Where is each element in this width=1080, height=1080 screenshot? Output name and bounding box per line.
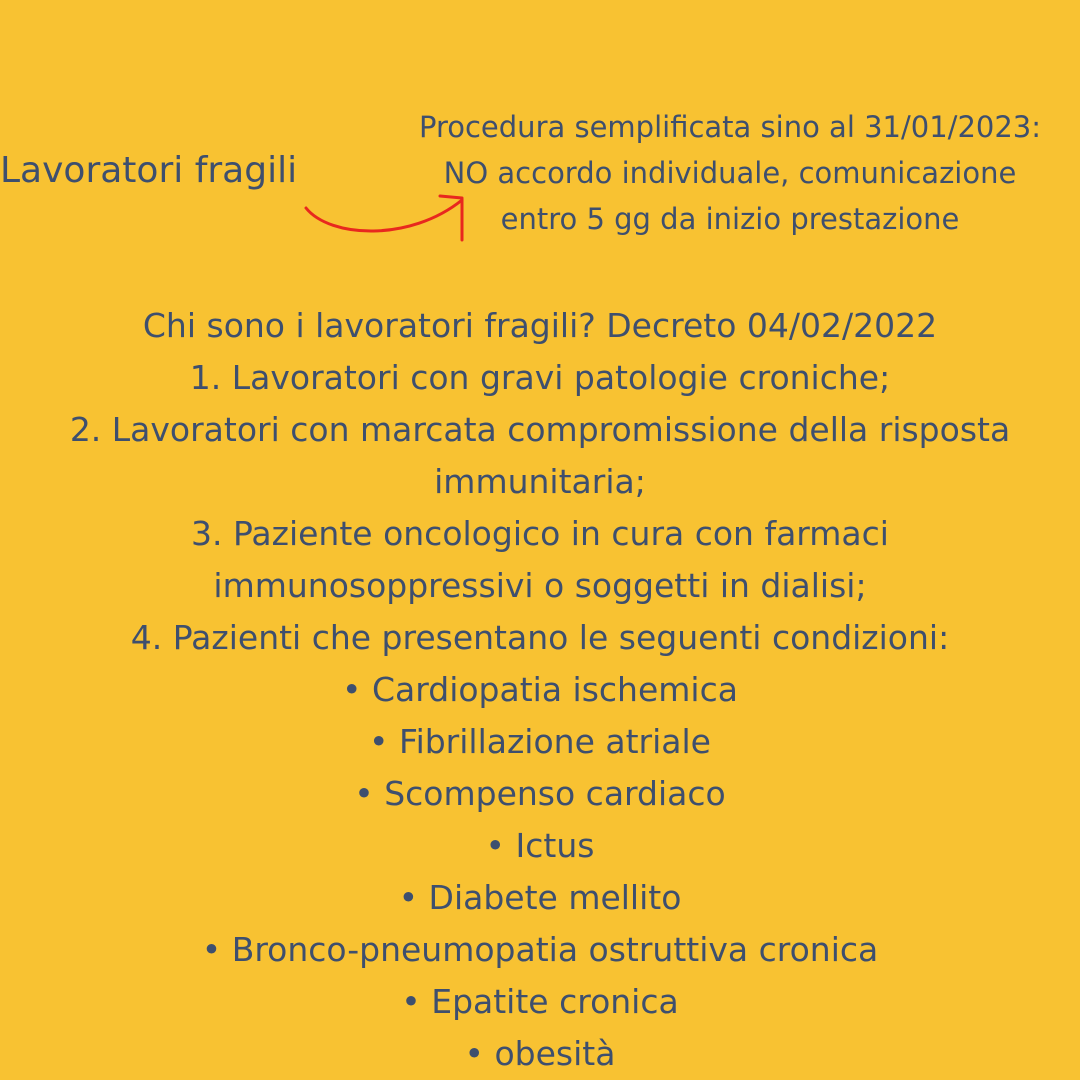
condition-item: • obesità [464,1034,616,1073]
list-heading: Chi sono i lavoratori fragili? Decreto 04/02/2022 [142,306,938,345]
condition-item: • Cardiopatia ischemica [342,670,738,709]
note-line: entro 5 gg da inizio prestazione [500,202,960,236]
condition-item: • Ictus [485,826,595,865]
condition-item: • Bronco-pneumopatia ostruttiva cronica [201,930,879,969]
list-item-2-line-2: immunitaria; [434,462,646,501]
condition-item: • Diabete mellito [398,878,682,917]
list-item-1: 1. Lavoratori con gravi patologie croniche; [189,358,891,397]
list-item-3-line-1: 3. Paziente oncologico in cura con farmaci [191,514,889,553]
list-item-2-line-1: 2. Lavoratori con marcata compromissione della risposta [69,410,1011,449]
condition-item: • Fibrillazione atriale [369,722,711,761]
condition-item: • Scompenso cardiaco [354,774,726,813]
procedure-note [380,104,1080,242]
list-item-3-line-2: immunosoppressivi o soggetti in dialisi; [213,566,867,605]
note-line: Procedura semplificata sino al 31/01/2023: [418,110,1042,144]
fragile-workers-list [0,300,1080,1080]
list-item-4: 4. Pazienti che presentano le seguenti condizioni: [130,618,950,657]
condition-item: • Epatite cronica [401,982,679,1021]
note-line: NO accordo individuale, comunicazione [443,156,1017,190]
title-lavoratori-fragili: Lavoratori fragili [0,150,298,191]
